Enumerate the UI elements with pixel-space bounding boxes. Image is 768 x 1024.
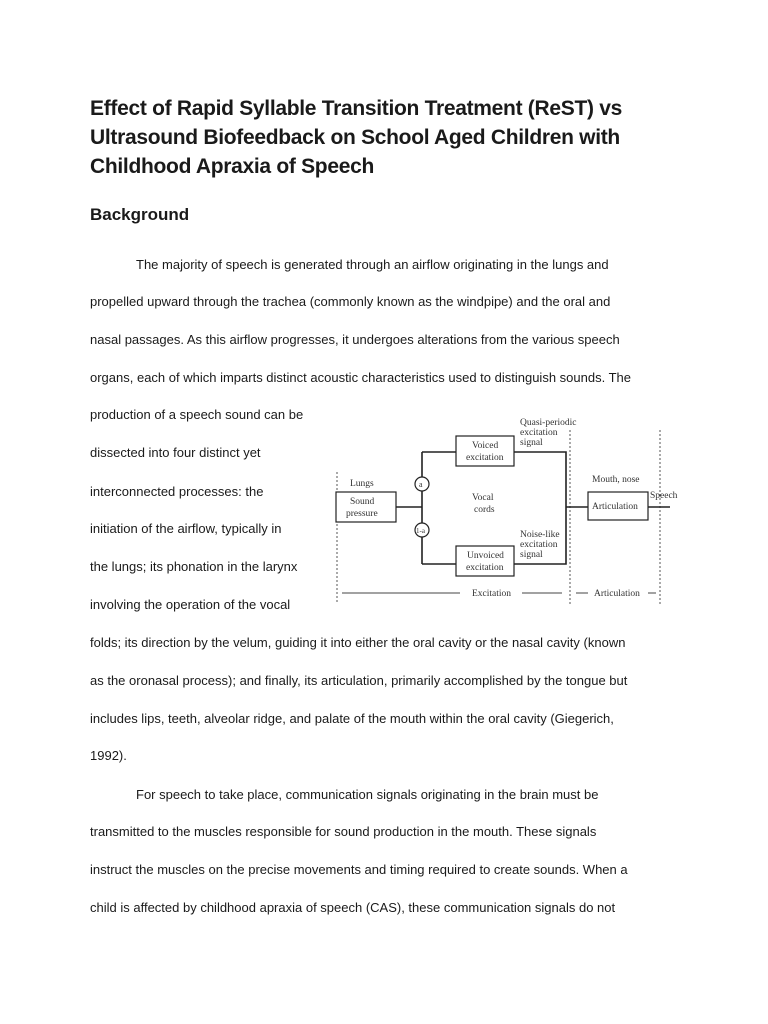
switch-a-label: a: [419, 480, 423, 489]
voiced-excitation-label: excitation: [466, 453, 504, 463]
noise-like-label: Noise-like: [520, 530, 560, 540]
paragraph-line: transmitted to the muscles responsible for sound production in the mouth. These signals: [90, 824, 597, 839]
paragraph-line: For speech to take place, communication signals originating in the brain must be: [136, 787, 599, 802]
paragraph-line: initiation of the airflow, typically in: [90, 521, 282, 536]
paragraph-line: propelled upward through the trachea (commonly known as the windpipe) and the oral and: [90, 294, 611, 309]
lungs-label: Lungs: [350, 479, 374, 489]
paragraph-line: involving the operation of the vocal: [90, 597, 291, 612]
paragraph-line: includes lips, teeth, alveolar ridge, and palate of the mouth within the oral cavity (Giegerich,: [90, 711, 614, 726]
noise-like-label: signal: [520, 550, 543, 560]
paragraph-line: as the oronasal process); and finally, its articulation, primarily accomplished by the tongue but: [90, 673, 628, 688]
quasi-periodic-label: excitation: [520, 428, 558, 438]
sound-pressure-label: pressure: [346, 509, 378, 519]
title-line: Ultrasound Biofeedback on School Aged Children with: [90, 126, 620, 149]
section-heading-background: Background: [90, 205, 190, 224]
title-line: Effect of Rapid Syllable Transition Treatment (ReST) vs: [90, 97, 622, 120]
paragraph-line: the lungs; its phonation in the larynx: [90, 559, 298, 574]
speech-production-diagram: [330, 412, 684, 608]
excitation-span-label: Excitation: [472, 589, 512, 599]
paper-title: [90, 94, 710, 181]
paragraph-line: The majority of speech is generated through an airflow originating in the lungs and: [136, 257, 609, 272]
paragraph-line: production of a speech sound can be: [90, 407, 304, 422]
lungs-to-excitation-lines: [396, 452, 456, 564]
switch-1a-label: 1-a: [416, 527, 425, 535]
paragraph-line: 1992).: [90, 748, 127, 763]
voiced-excitation-label: Voiced: [472, 441, 499, 451]
mouth-nose-label: Mouth, nose: [592, 475, 640, 485]
paragraph-line: interconnected processes: the: [90, 484, 264, 499]
paragraph-line: dissected into four distinct yet: [90, 445, 261, 460]
sound-pressure-label: Sound: [350, 497, 375, 507]
paragraph-line: nasal passages. As this airflow progresses, it undergoes alterations from the various speech: [90, 332, 620, 347]
vocal-cords-label: cords: [474, 505, 495, 515]
speech-label: Speech: [650, 491, 678, 501]
paragraph-line: organs, each of which imparts distinct acoustic characteristics used to distinguish sounds. The: [90, 370, 631, 385]
paragraph-line: folds; its direction by the velum, guiding it into either the oral cavity or the nasal cavity (known: [90, 635, 626, 650]
unvoiced-excitation-label: Unvoiced: [467, 551, 504, 561]
paragraph-line: child is affected by childhood apraxia of speech (CAS), these communication signals do not: [90, 900, 616, 915]
unvoiced-excitation-label: excitation: [466, 563, 504, 573]
vocal-cords-label: Vocal: [472, 493, 494, 503]
quasi-periodic-label: signal: [520, 438, 543, 448]
articulation-box-label: Articulation: [592, 502, 638, 512]
title-line: Childhood Apraxia of Speech: [90, 155, 374, 178]
paragraph-line: instruct the muscles on the precise movements and timing required to create sounds. When a: [90, 862, 628, 877]
quasi-periodic-label: Quasi-periodic: [520, 418, 577, 428]
articulation-span-label: Articulation: [594, 589, 640, 599]
noise-like-label: excitation: [520, 540, 558, 550]
